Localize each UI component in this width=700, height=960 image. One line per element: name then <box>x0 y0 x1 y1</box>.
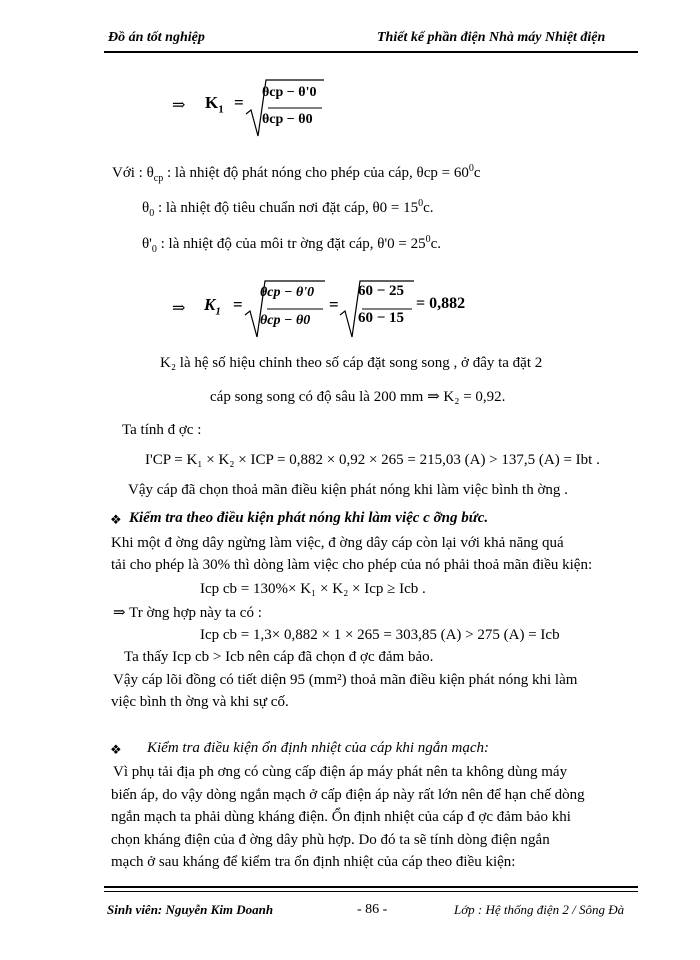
formula1-num: θcp − θ'0 <box>262 85 317 100</box>
def-line-1: Với : $\theta_{cp}$ : là nhiệt độ phát nóng cho phép của cáp, $\theta cp = 60^0c$ <box>112 163 481 184</box>
section2-line5: mạch ở sau kháng để kiểm tra ổn định nhiệt của cáp theo điều kiện: <box>111 854 516 870</box>
header-rule <box>104 51 638 53</box>
footer-rule-1 <box>104 886 638 888</box>
section1-condition: Icp cb = 130%× K₁ × K₂ × Icp ≥ Icb . <box>200 581 426 597</box>
section1-bullet: ❖ <box>110 512 122 527</box>
section1-calc: Icp cb = 1,3× 0,882 × 1 × 265 = 303,85 (A) > 275 (A) = Icb <box>200 627 560 643</box>
footer-right: Lớp : Hệ thống điện 2 / Sông Đà <box>454 902 625 917</box>
formula2-den1: θcp − θ0 <box>260 313 311 328</box>
section1-conclusion-line2: việc bình th ờng và khi sự cố. <box>111 694 289 710</box>
formula2-arrow: ⇒ <box>172 300 186 317</box>
formula1-arrow: ⇒ <box>172 97 186 114</box>
formula2-num2: 60 − 25 <box>358 283 405 299</box>
section2-bullet: ❖ <box>110 742 122 757</box>
def-line-2: $\theta_0$ : là nhiệt độ tiêu chuẩn nơi đặt cáp, $\theta 0 = 15^0c$. <box>142 198 434 219</box>
footer-page: - 86 - <box>357 902 388 917</box>
header-right: Thiết kế phần điện Nhà máy Nhiệt điện <box>377 30 606 45</box>
formula2-eq: = <box>233 295 243 314</box>
section1-note: Ta thấy Icp cb > Icb nên cáp đã chọn đ ợc đảm bảo. <box>124 649 434 665</box>
def-line-3: $\theta'_0$ : là nhiệt độ của môi tr ờng đặt cáp, $\theta'0 = 25^0c$. <box>142 234 442 255</box>
k2-line-2: cáp song song có độ sâu là 200 mm ⇒ K₂ = 0,92. <box>210 389 506 405</box>
formula2-den2: 60 − 15 <box>358 310 405 326</box>
formula2-result: = 0,882 <box>416 295 466 312</box>
k2-line-1: K₂ là hệ số hiệu chỉnh theo số cáp đặt song song , ở đây ta đặt 2 <box>160 355 543 371</box>
section1-conclusion-line1: Vậy cáp lõi đồng có tiết diện 95 (mm²) thoả mãn điều kiện phát nóng khi làm <box>113 672 578 688</box>
section1-p1-line1: Khi một đ ờng dây ngừng làm việc, đ ờng dây cáp còn lại với khả năng quá <box>111 535 564 551</box>
formula1-lhs: $K_1$ <box>205 93 224 116</box>
section1-title: Kiểm tra theo điều kiện phát nóng khi làm việc c ỡng bức. <box>129 510 489 526</box>
footer-rule-2 <box>104 891 638 892</box>
section2-line4: chọn kháng điện của đ ờng dây phù hợp. Do đó ta sẽ tính dòng điện ngắn <box>111 832 550 848</box>
formula2-lhs: $K_1$ <box>204 295 221 318</box>
formula1-eq: = <box>234 93 244 112</box>
formula2-eq2: = <box>329 295 339 314</box>
calc-intro: Ta tính đ ợc : <box>122 422 202 438</box>
section1-case: ⇒ Tr ờng hợp này ta có : <box>113 605 262 621</box>
section2-title: Kiểm tra điều kiện ổn định nhiệt của cáp khi ngắn mạch: <box>147 740 490 756</box>
formula2-num1: θcp − θ'0 <box>260 285 315 300</box>
section1-p1-line2: tải cho phép là 30% thì dòng làm việc cho phép của nó phải thoả mãn điều kiện: <box>111 557 593 573</box>
section2-line1: Vì phụ tải địa ph ơng có cùng cấp điện áp máy phát nên ta không dùng máy <box>113 764 568 780</box>
header-left: Đồ án tốt nghiệp <box>108 30 205 45</box>
calc-conclusion: Vậy cáp đã chọn thoả mãn điều kiện phát nóng khi làm việc bình th ờng . <box>128 482 568 498</box>
section2-line2: biến áp, do vậy dòng ngắn mạch ở cấp điện áp này rất lớn nên để hạn chế dòng <box>111 787 585 803</box>
footer-left: Sinh viên: Nguyễn Kim Doanh <box>107 902 274 917</box>
section2-line3: ngắn mạch ta phải dùng kháng điện. Ổn định nhiệt của cáp đ ợc đảm bảo khi <box>111 809 571 825</box>
formula1-den: θcp − θ0 <box>262 112 313 127</box>
calc-formula: I'CP = K₁ × K₂ × ICP = 0,882 × 0,92 × 265 = 215,03 (A) > 137,5 (A) = Ibt . <box>145 452 600 468</box>
